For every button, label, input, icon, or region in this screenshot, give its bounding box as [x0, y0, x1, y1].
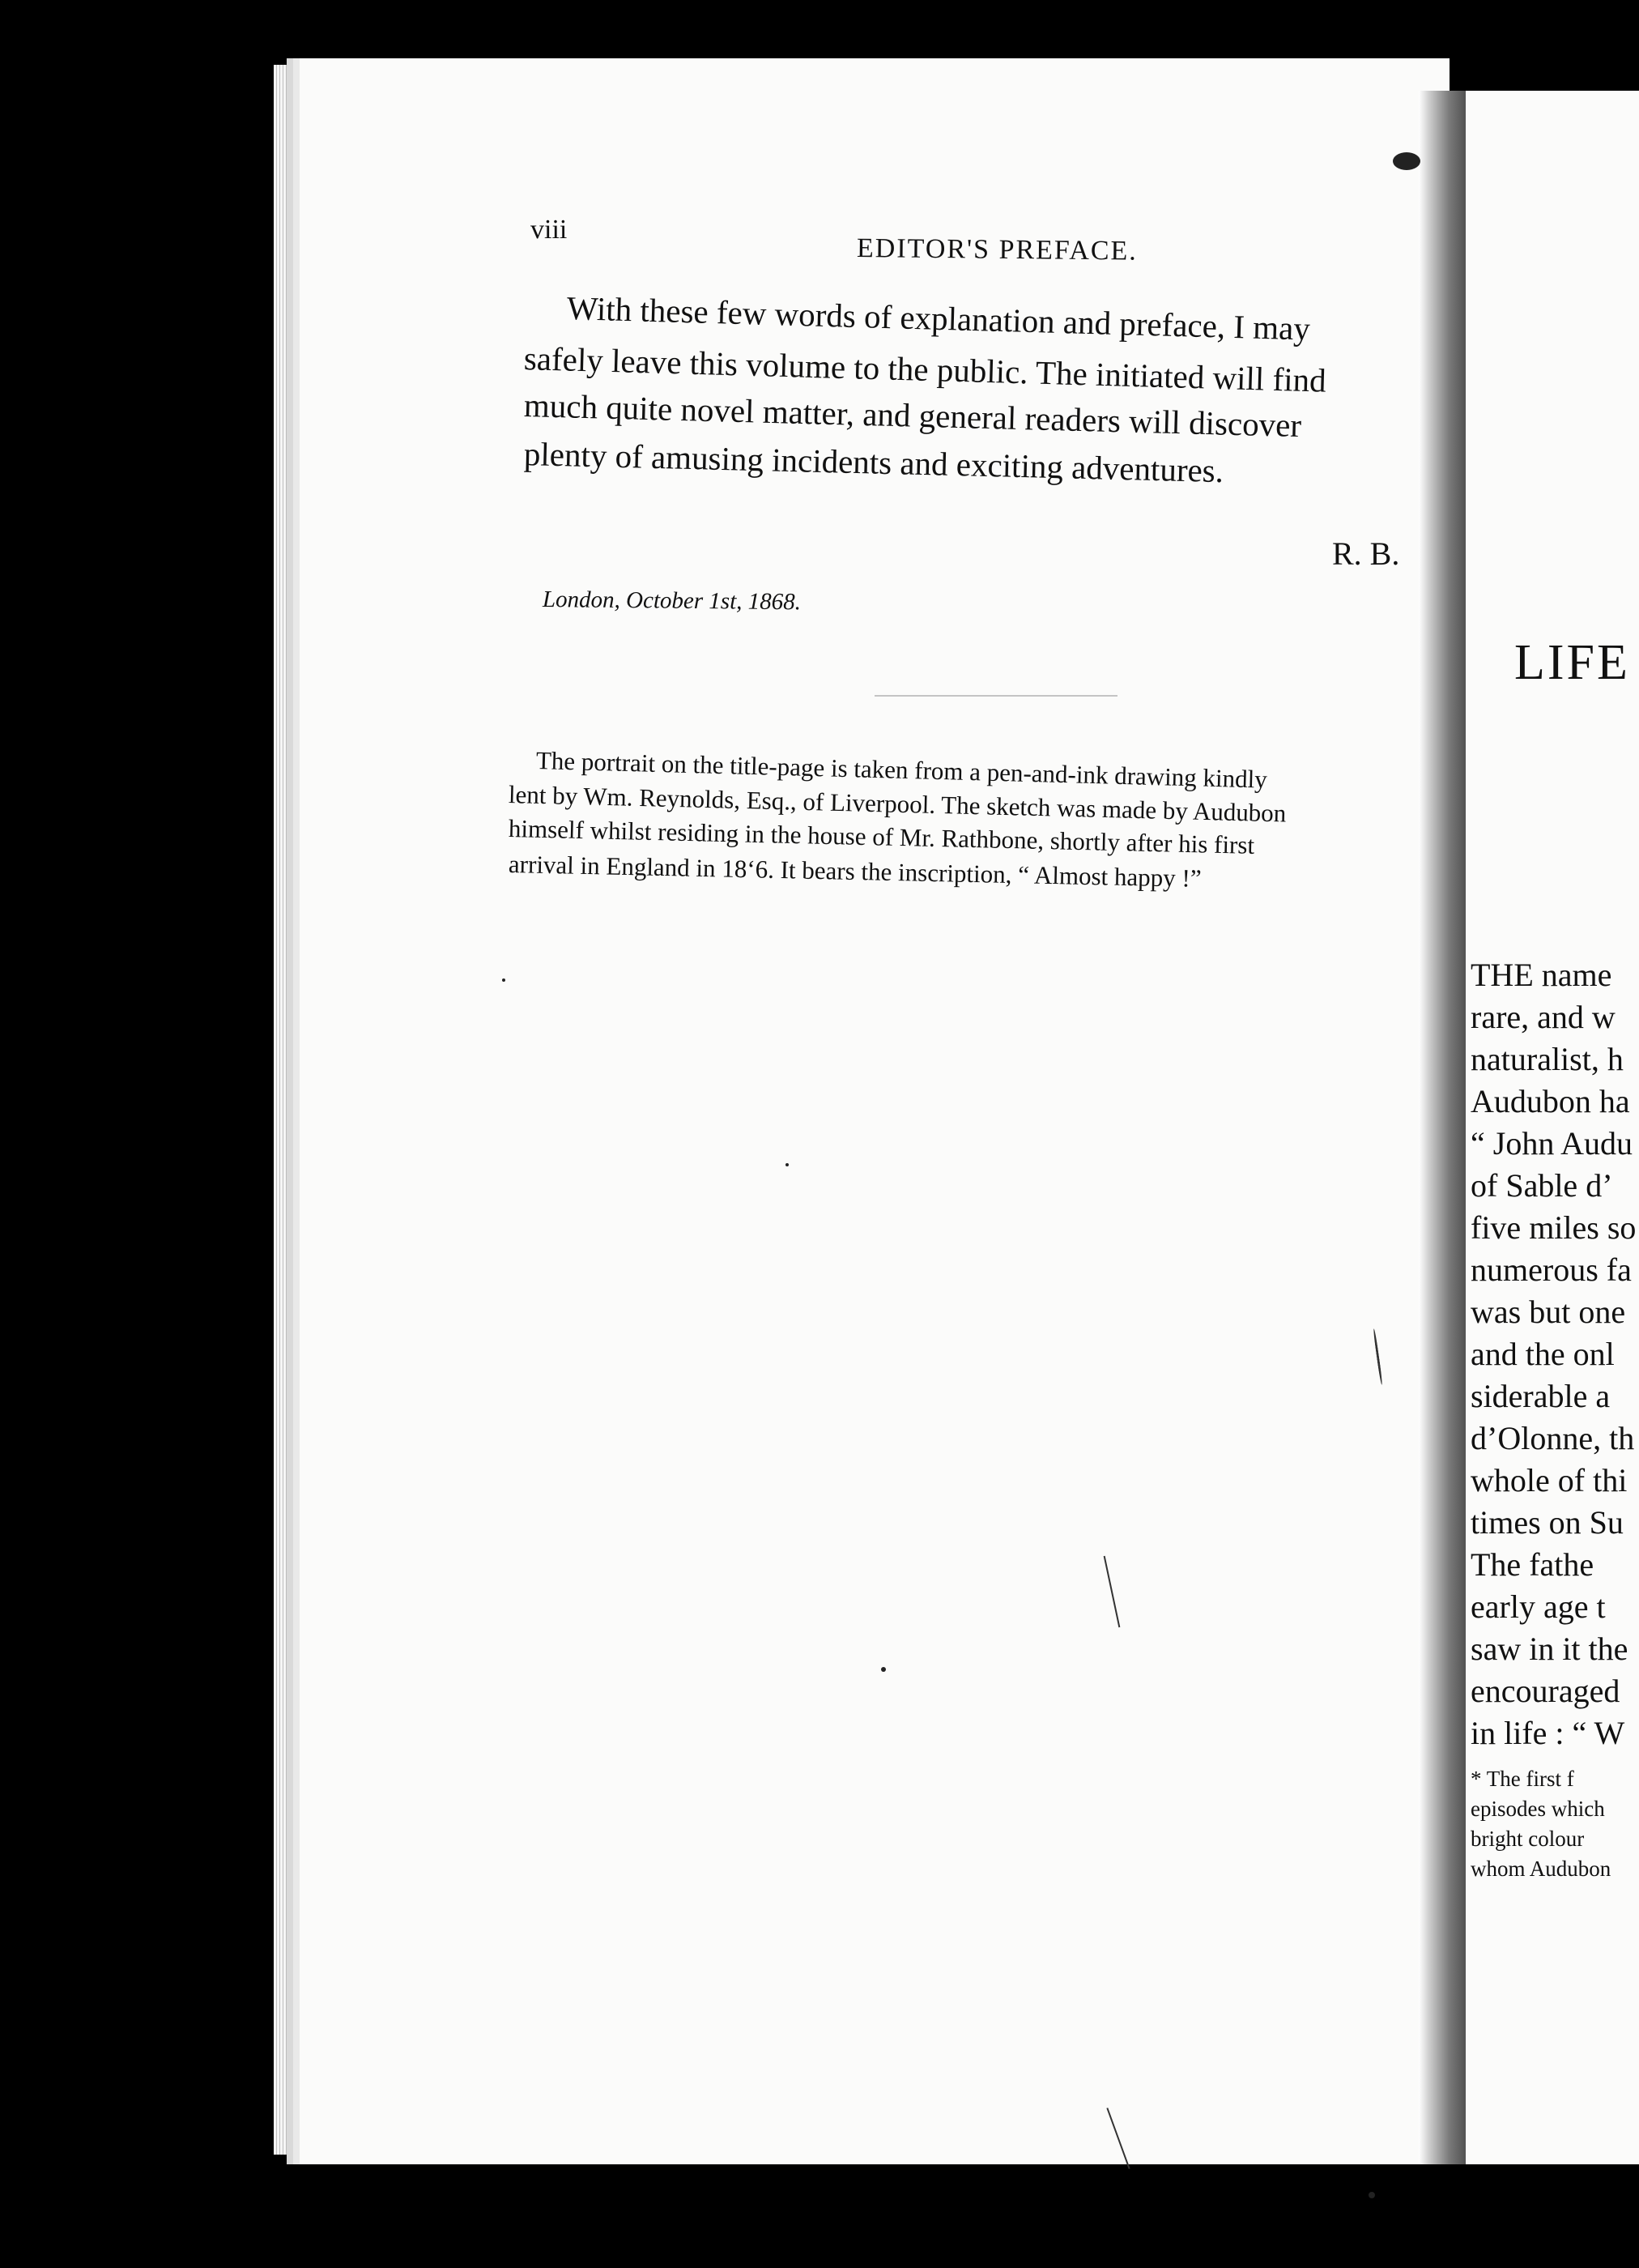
body-line: With these few words of explanation and preface, I may: [566, 289, 1311, 347]
right-line: whole of thi: [1471, 1462, 1628, 1498]
note-line: himself whilst residing in the house of Mr. Rathbone, shortly after his first: [508, 814, 1255, 859]
body-line: much quite novel matter, and general readers will discover: [523, 386, 1302, 445]
right-line: numerous fa: [1471, 1251, 1632, 1288]
footnote-line: * The first f: [1471, 1767, 1574, 1791]
right-line: and the onl: [1471, 1336, 1615, 1372]
right-line: saw in it the: [1471, 1631, 1628, 1667]
body-line: safely leave this volume to the public. The initiated will find: [523, 339, 1327, 399]
note-line: lent by Wm. Reynolds, Esq., of Liverpool. The sketch was made by Audubon: [508, 780, 1287, 828]
right-line: was but one: [1471, 1294, 1626, 1330]
right-line: THE name: [1471, 957, 1612, 993]
gutter-shadow: [1419, 91, 1469, 2164]
right-line: of Sable d’: [1471, 1167, 1613, 1204]
dust-speck: [1369, 2192, 1375, 2198]
right-line: Audubon ha: [1471, 1083, 1630, 1119]
note-line: The portrait on the title-page is taken from a pen-and-ink drawing kindly: [535, 746, 1268, 794]
right-line: d’Olonne, th: [1471, 1420, 1635, 1456]
right-line: five miles so: [1471, 1209, 1637, 1246]
right-line: in life : “ W: [1471, 1715, 1625, 1751]
right-page: [1466, 91, 1639, 2164]
note-line: arrival in England in 18‘6. It bears the inscription, “ Almost happy !”: [508, 850, 1202, 893]
chapter-heading: LIFE: [1514, 635, 1630, 690]
footnote-line: episodes which: [1471, 1797, 1605, 1821]
right-line: rare, and w: [1471, 999, 1616, 1035]
right-line: “ John Audu: [1471, 1125, 1633, 1162]
dust-speck: [502, 978, 505, 982]
signature: R. B.: [1332, 535, 1400, 572]
footnote-line: whom Audubon: [1471, 1857, 1611, 1881]
dust-speck: [881, 1667, 886, 1672]
right-line: The fathe: [1471, 1546, 1594, 1583]
right-line: naturalist, h: [1471, 1041, 1624, 1077]
dateline: London, October 1st, 1868.: [542, 586, 802, 616]
body-line: plenty of amusing incidents and exciting adventures.: [523, 435, 1224, 490]
dust-speck: [1393, 152, 1420, 170]
right-line: times on Su: [1471, 1504, 1624, 1541]
page-edges: [274, 65, 300, 2155]
footnote-line: bright colour: [1471, 1827, 1585, 1851]
right-line: early age t: [1471, 1588, 1606, 1625]
right-line: siderable a: [1471, 1378, 1611, 1414]
right-line: encouraged: [1471, 1673, 1620, 1709]
section-rule: [875, 695, 1118, 697]
running-head: EDITOR'S PREFACE.: [856, 233, 1138, 266]
dust-speck: [785, 1163, 789, 1166]
page-number: viii: [530, 215, 568, 245]
